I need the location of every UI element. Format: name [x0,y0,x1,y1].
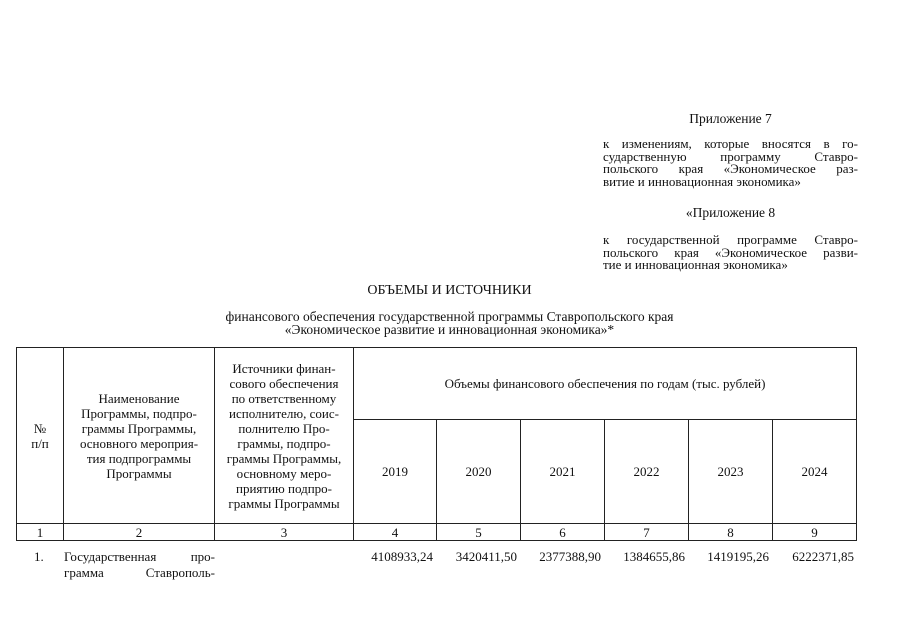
appendix-line: польского края «Экономическое раз- [603,161,858,176]
column-number: 7 [605,524,689,541]
appendix-line: витие и инновационная экономика» [603,173,801,189]
header-year: 2022 [605,420,689,524]
row-value-2019: 4108933,24 [371,549,433,564]
row-number: 1. [34,549,44,564]
original-appendix-line: польского края «Экономическое разви- [603,244,858,260]
row-value-2023: 1419195,26 [707,549,769,564]
column-number: 4 [354,524,437,541]
original-appendix-title: «Приложение 8 [685,205,776,220]
column-number: 6 [521,524,605,541]
column-number: 1 [17,524,64,541]
document-title: ОБЪЕМЫ И ИСТОЧНИКИ [367,283,532,298]
column-number-row [17,524,857,541]
column-number: 9 [773,524,857,541]
appendix-text [603,138,858,188]
row-value-2024: 6222371,85 [792,549,854,564]
header-year: 2023 [689,420,773,524]
subtitle-line: финансового обеспечения государственной программы Ставропольского края [225,309,674,324]
appendix-line: сударственную программу Ставро- [603,148,858,164]
header-volumes: Объемы финансового обеспечения по годам (тыс. рублей) [354,348,857,420]
subtitle-line: «Экономическое развитие и инновационная экономика»* [284,322,615,337]
column-number: 2 [64,524,215,541]
original-appendix-text [603,234,858,272]
header-year: 2020 [437,420,521,524]
original-appendix-line: к государственной программе Ставро- [603,232,858,247]
financing-table [16,347,857,541]
original-appendix-line: тие и инновационная экономика» [603,257,788,272]
row-value-2021: 2377388,90 [539,549,601,564]
column-number: 8 [689,524,773,541]
appendix-title: Приложение 7 [689,111,772,126]
header-year: 2021 [521,420,605,524]
header-year: 2024 [773,420,857,524]
header-name: Наименование Программы, подпро- граммы Программы, основного мероприя- тия подпрограммы Программы [64,348,215,524]
header-number: № п/п [17,348,64,524]
row-value-2020: 3420411,50 [455,549,517,564]
appendix-line: к изменениям, которые вносятся в го- [603,136,858,151]
header-sources: Источники финан- сового обеспечения по ответственному исполнителю, соис- полнителю Про- граммы, подпро- граммы Программы, основному меро- приятию подпро- граммы Программы [215,348,354,524]
row-value-2022: 1384655,86 [623,549,685,564]
column-number: 5 [437,524,521,541]
column-number: 3 [215,524,354,541]
row-name: Государственная про- грамма Ставрополь- [64,549,215,580]
document-subtitle [0,310,899,336]
header-year: 2019 [354,420,437,524]
